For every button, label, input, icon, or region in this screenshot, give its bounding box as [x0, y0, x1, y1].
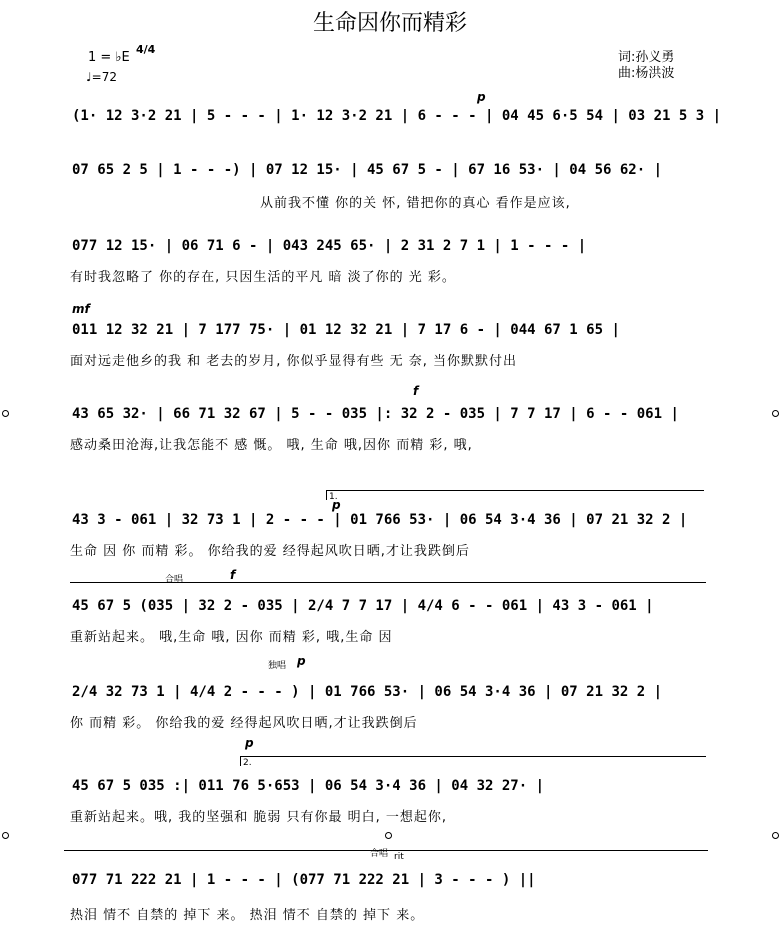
- notation-line: 43 65 32· | 66 71 32 67 | 5 - - 035 |: 32 2 - 035 | 7 7 17 | 6 - - 061 |: [72, 406, 679, 422]
- performance-tag: 独唱: [268, 661, 287, 671]
- volta-number: 2.: [243, 758, 252, 768]
- time-signature: 4/4: [136, 43, 156, 56]
- performance-tag: 合唱: [165, 575, 184, 585]
- volta-bracket: [326, 490, 704, 491]
- tempo-change-mark: rit: [394, 852, 404, 862]
- lyric-line: 你 而精 彩。 你给我的爱 经得起风吹日晒,才让我跌倒后: [70, 716, 418, 731]
- dynamic-mark: p: [332, 498, 341, 512]
- dynamic-mark: p: [297, 654, 306, 668]
- dynamic-mark: mf: [72, 302, 90, 316]
- dynamic-mark: p: [245, 736, 254, 750]
- notation-line: 011 12 32 21 | 7 177 75· | 01 12 32 21 | 7 17 6 - | 044 67 1 65 |: [72, 322, 620, 338]
- lyric-line: 重新站起来。 哦,生命 哦, 因你 而精 彩, 哦,生命 因: [70, 630, 393, 645]
- lyricist-credit: 词:孙义勇: [618, 50, 675, 65]
- notation-line: 43 3 - 061 | 32 73 1 | 2 - - - | 01 766 53· | 06 54 3·4 36 | 07 21 32 2 |: [72, 512, 688, 528]
- volta-bracket-edge: [326, 490, 327, 500]
- binding-hole: [772, 410, 779, 417]
- notation-line: 07 65 2 5 | 1 - - -) | 07 12 15· | 45 67 5 - | 67 16 53· | 04 56 62· |: [72, 162, 663, 178]
- lyric-line: 感动桑田沧海,让我怎能不 感 慨。 哦, 生命 哦,因你 而精 彩, 哦,: [70, 438, 473, 453]
- composer-credit: 曲:杨洪波: [618, 66, 675, 81]
- notation-line: 45 67 5 (035 | 32 2 - 035 | 2/4 7 7 17 | 4/4 6 - - 061 | 43 3 - 061 |: [72, 598, 654, 614]
- dynamic-mark: f: [230, 568, 236, 582]
- notation-line: 077 71 222 21 | 1 - - - | (077 71 222 21 | 3 - - - ) ||: [72, 872, 536, 888]
- notation-line: 077 12 15· | 06 71 6 - | 043 245 65· | 2 31 2 7 1 | 1 - - - |: [72, 238, 587, 254]
- binding-hole: [2, 832, 9, 839]
- dynamic-mark: f: [413, 384, 419, 398]
- lyric-line: 热泪 情不 自禁的 掉下 来。 热泪 情不 自禁的 掉下 来。: [70, 908, 425, 923]
- binding-hole: [385, 832, 392, 839]
- lyric-line: 有时我忽略了 你的存在, 只因生活的平凡 暗 淡了你的 光 彩。: [70, 270, 456, 285]
- volta-number: 1.: [329, 492, 338, 502]
- lyric-line: 生命 因 你 而精 彩。 你给我的爱 经得起风吹日晒,才让我跌倒后: [70, 544, 470, 559]
- binding-hole: [772, 832, 779, 839]
- song-title: 生命因你而精彩: [312, 11, 467, 36]
- lyric-line: 重新站起来。哦, 我的坚强和 脆弱 只有你最 明白, 一想起你,: [70, 810, 448, 825]
- volta-bracket-edge: [240, 756, 241, 766]
- notation-line: (1· 12 3·2 21 | 5 - - - | 1· 12 3·2 21 | 6 - - - | 04 45 6·5 54 | 03 21 5 3 |: [72, 108, 722, 124]
- key-signature: 1 = ♭E: [88, 50, 130, 65]
- lyric-line: 面对远走他乡的我 和 老去的岁月, 你似乎显得有些 无 奈, 当你默默付出: [70, 354, 518, 369]
- notation-line: 45 67 5 035 :| 011 76 5·653 | 06 54 3·4 36 | 04 32 27· |: [72, 778, 545, 794]
- dynamic-mark: p: [477, 90, 486, 104]
- notation-line: 2/4 32 73 1 | 4/4 2 - - - ) | 01 766 53· | 06 54 3·4 36 | 07 21 32 2 |: [72, 684, 663, 700]
- volta-bracket: [240, 756, 706, 757]
- tempo-marking: ♩=72: [86, 70, 117, 84]
- performance-tag: 合唱: [370, 849, 389, 859]
- binding-hole: [2, 410, 9, 417]
- lyric-line: 从前我不懂 你的关 怀, 错把你的真心 看作是应该,: [260, 196, 571, 211]
